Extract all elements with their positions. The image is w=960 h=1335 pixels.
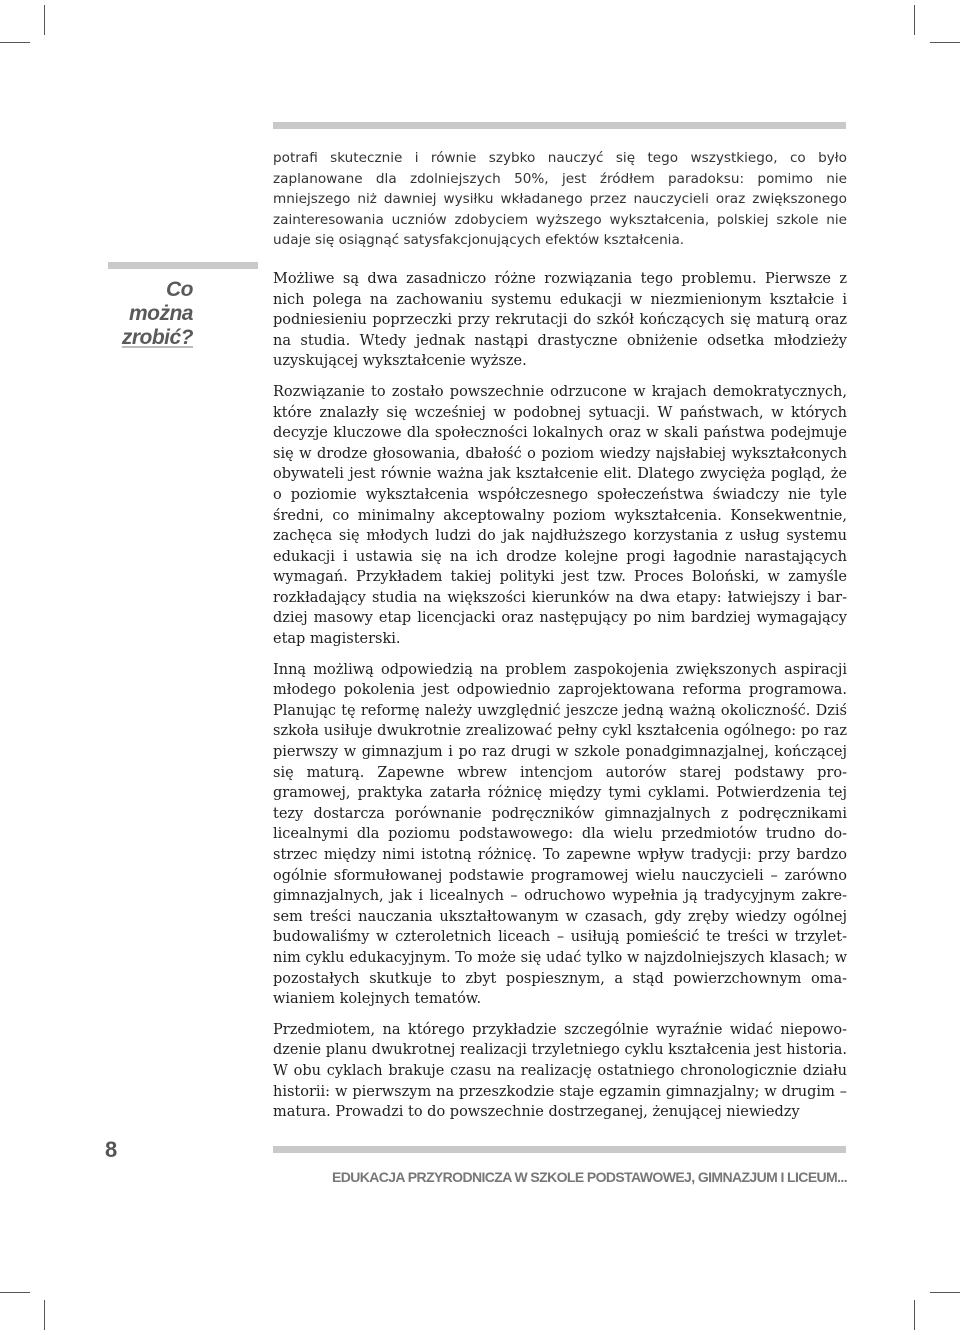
crop-mark: [914, 5, 915, 35]
crop-mark: [0, 1292, 30, 1293]
margin-heading-line2: zrobić?: [121, 326, 193, 349]
paragraph: potrafi skutecznie i równie szybko nauczyć się tego wszystkiego, co było zaplanowane dla zdolniejszych 50%, jest źródłem paradoksu: pomimo nie mniejszego niż dawniej wysiłku wkładanego przez nauczycieli oraz zwiększonego zainteresowania uczniów zdobyciem wyższego wykształcenia, polskiej szkole nie udaje się osiągnąć satysfakcjonujących efektów kształcenia.: [273, 150, 847, 249]
page-number: 8: [105, 1137, 118, 1162]
crop-mark: [0, 42, 30, 43]
crop-mark: [930, 42, 960, 43]
crop-mark: [914, 1300, 915, 1330]
crop-mark: [44, 5, 45, 35]
margin-heading-line1: Co można: [128, 278, 193, 325]
main-text: [273, 148, 847, 1133]
crop-mark: [44, 1300, 45, 1330]
margin-heading: [98, 278, 193, 350]
paragraph: Rozwiązanie to zostało powszechnie odrzucone w krajach demokratycznych, które znalazły się wcześniej w podobnej sytuacji. W państwach, w których decyzje kluczowe dla społeczności lokalnych oraz w skali państwa podejmuje się w drodze głosowania, dbałość o poziom wiedzy najsłabiej wykształconych obywateli jest równie ważna jak kształcenie elit. Dlatego zwycięża pogląd, że o poziomie wykształcenia współczesnego społeczeństwa świadczy nie tyle średni, co minimalny akceptowalny poziom wykształcenia. Konsekwentnie, zachęca się młodych ludzi do jak najdłuższego korzystania z usług systemu edukacji i ustawia się na ich drodze kolejne progi łagodnie narastających wymagań. Przykładem takiej polityki jest tzw. Proces Boloński, w zamyśle rozkładający studia na większości kierunków na dwa etapy: łatwiejszy i bardziej masowy etap licencjacki oraz następujący po nim bardziej wymagający etap magisterski.: [273, 383, 847, 648]
paragraph: Możliwe są dwa zasadniczo różne rozwiązania tego problemu. Pierwsze z nich polega na zachowaniu systemu edukacji w niezmienionym kształcie i podniesieniu poprzeczki przy rekrutacji do szkół kończących się maturą oraz na studia. Wtedy jednak nastąpi drastyczne obniżenie odsetka młodzieży uzyskującej wykształcenie wyższe.: [273, 270, 847, 370]
paragraph: Przedmiotem, na którego przykładzie szczególnie wyraźnie widać niepowodzenie planu dwukrotnej realizacji trzyletniego cyklu kształcenia jest historia. W obu cyklach brakuje czasu na realizację ostatniego chronologicznie działu historii: w pierwszym na przeszkodzie staje egzamin gimnazjalny; w drugim – matura. Prowadzi to do powszechnie dostrzeganej, żenującej niewiedzy: [273, 1021, 847, 1121]
footer-rule: [273, 1146, 846, 1153]
section-rule: [108, 262, 258, 269]
running-footer: EDUKACJA PRZYRODNICZA W SZKOLE PODSTAWOWEJ, GIMNAZJUM I LICEUM...: [331, 1169, 847, 1185]
paragraph: Inną możliwą odpowiedzią na problem zaspokojenia zwiększonych aspiracji młodego pokolenia jest odpowiednio zaprojektowana reforma programowa. Planując tę reformę należy uwzględnić jeszcze jedną ważną okoliczność. Dziś szkoła usiłuje dwukrotnie zrealizować pełny cykl kształcenia ogólnego: po raz pierwszy w gimnazjum i po raz drugi w szkole ponadgimnazjalnej, kończącej się maturą. Zapewne wbrew intencjom autorów starej podstawy programowej, praktyka zatarła różnicę między tymi cyklami. Potwierdzenia tej tezy dostarcza porównanie podręczników gimnazjalnych z podręcznikami licealnymi dla poziomu podstawowego: dla wielu przedmiotów trudno dostrzec między nimi istotną różnicę. To zapewne wpływ tradycji: przy bardzo ogólnie sformułowanej podstawie programowej wielu nauczycieli – zarówno gimnazjalnych, jak i licealnych – odruchowo wypełnia ją tradycyjnym zakresem treści nauczania ukształtowanym w czasach, gdy zręby wiedzy ogólnej budowaliśmy w czteroletnich liceach – usiłują pomieścić te treści w trzyletnim cyklu edukacyjnym. To może się udać tylko w najzdolniejszych klasach; w pozostałych skutkuje to zbyt pospiesznym, a stąd powierzchownym omawianiem kolejnych tematów.: [273, 661, 847, 1008]
header-rule: [273, 122, 846, 129]
crop-mark: [930, 1292, 960, 1293]
